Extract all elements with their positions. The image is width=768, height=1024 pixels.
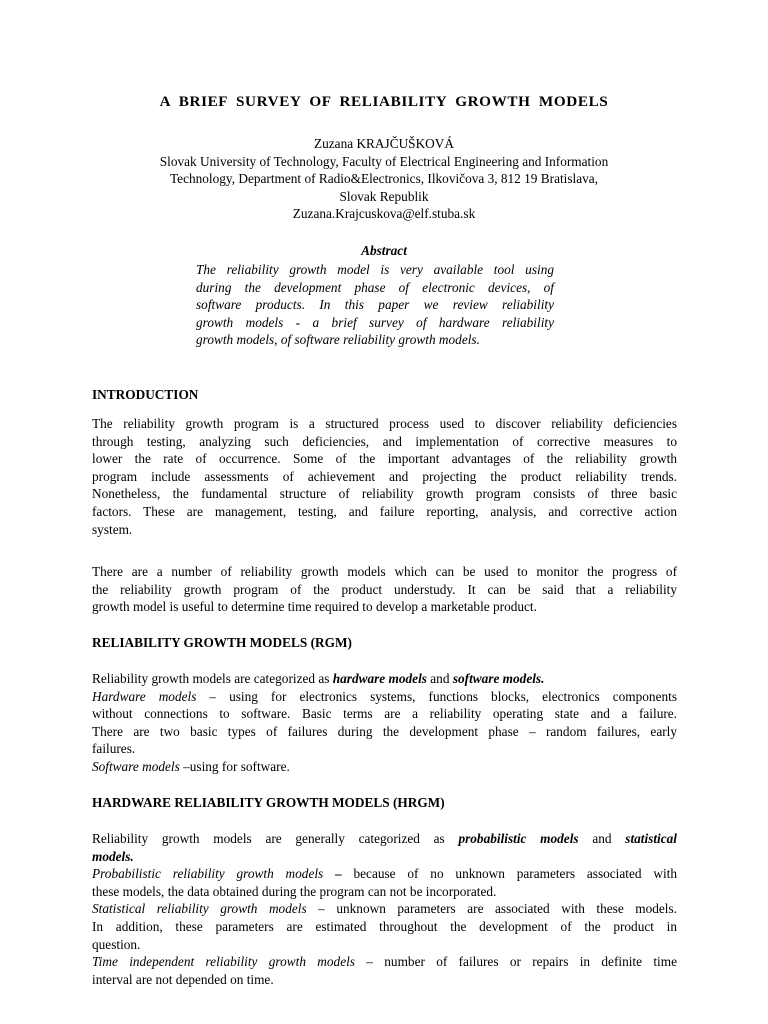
text-line: these models, the data obtained during the program can not be incorporated. — [92, 883, 497, 899]
probabilistic-label: Probabilistic reliability growth models — [92, 866, 324, 882]
models-term: models. — [92, 848, 134, 864]
hrgm-intro-text: Reliability growth models are generally categorized as — [92, 831, 459, 846]
text-line: without connections to software. Basic terms are a reliability operating state and a failure. — [92, 706, 677, 722]
text-line: failures. — [92, 741, 136, 757]
hrgm-heading: HARDWARE RELIABILITY GROWTH MODELS (HRGM) — [92, 795, 445, 810]
probabilistic-models-term: probabilistic models — [458, 831, 579, 846]
text-line: Nonetheless, the fundamental structure of reliability growth program consists of three basic — [92, 486, 677, 502]
text-line — [92, 830, 677, 848]
introduction-paragraph-2 — [92, 563, 677, 616]
paper-title: A BRIEF SURVEY OF RELIABILITY GROWTH MODELS — [159, 93, 609, 110]
software-models-term: software models. — [452, 671, 545, 686]
software-models-text: –using for software. — [179, 758, 290, 774]
abstract-line: software products. In this paper we review reliability — [196, 297, 554, 313]
text-line: In addition, these parameters are estimated throughout the development of the product in — [92, 918, 677, 934]
software-models-label: Software models — [92, 758, 180, 774]
abstract-line: The reliability growth model is very available tool using — [196, 262, 554, 277]
text-line: growth model is useful to determine time required to develop a marketable product. — [92, 599, 537, 615]
abstract-line: growth models - a brief survey of hardware reliability — [196, 314, 554, 330]
probabilistic-dash: – — [323, 866, 342, 882]
statistical-text: – unknown parameters are associated with these models. — [306, 901, 677, 917]
text-line: There are a number of reliability growth models which can be used to monitor the progress of — [92, 564, 677, 579]
text-line: through testing, analyzing such deficiencies, and implementation of corrective measures to — [92, 433, 677, 449]
statistical-term: statistical — [625, 831, 677, 846]
introduction-heading: INTRODUCTION — [92, 387, 199, 402]
text-line: factors. These are management, testing, and failure reporting, analysis, and corrective action — [92, 503, 677, 519]
conjunction-text: and — [578, 831, 626, 846]
text-line: program include assessments of achievement and projecting the product reliability trends. — [92, 468, 677, 484]
author-country: Slovak Republik — [339, 188, 429, 204]
author-affiliation-line2: Technology, Department of Radio&Electronics, Ilkovičova 3, 812 19 Bratislava, — [169, 171, 599, 187]
abstract-line: growth models, of software reliability growth models. — [196, 332, 480, 348]
text-line: the reliability growth program of the product understudy. It can be said that a reliability — [92, 581, 677, 597]
text-line: lower the rate of occurrence. Some of the important advantages of the reliability growth — [92, 451, 677, 467]
time-independent-text: – number of failures or repairs in definite time — [354, 954, 677, 970]
time-independent-label: Time independent reliability growth models — [92, 954, 355, 970]
introduction-paragraph-1 — [92, 415, 677, 538]
text-line — [92, 900, 677, 918]
hrgm-paragraph — [92, 830, 677, 988]
text-line — [92, 953, 677, 971]
abstract-body — [196, 261, 554, 349]
text-line: There are two basic types of failures during the development phase – random failures, early — [92, 723, 677, 739]
hardware-models-label: Hardware models — [92, 688, 197, 704]
author-name: Zuzana KRAJČUŠKOVÁ — [314, 136, 454, 151]
text-line: question. — [92, 936, 141, 952]
conjunction-text: and — [426, 671, 453, 686]
text-line — [92, 688, 677, 706]
abstract-line: during the development phase of electronic devices, of — [196, 279, 554, 295]
rgm-heading: RELIABILITY GROWTH MODELS (RGM) — [92, 635, 352, 650]
author-affiliation-line1: Slovak University of Technology, Faculty of Electrical Engineering and Information — [159, 153, 609, 169]
text-line — [92, 670, 677, 688]
text-line — [92, 758, 677, 776]
abstract-heading: Abstract — [361, 243, 407, 258]
statistical-label: Statistical reliability growth models — [92, 901, 307, 917]
probabilistic-text: because of no unknown parameters associated with — [341, 866, 677, 882]
author-block — [0, 135, 768, 223]
text-line: The reliability growth program is a structured process used to discover reliability deficiencies — [92, 416, 677, 431]
text-line: system. — [92, 521, 133, 537]
text-line: interval are not depended on time. — [92, 971, 274, 987]
text-line — [92, 865, 677, 883]
rgm-paragraph — [92, 670, 677, 776]
hardware-models-term: hardware models — [332, 671, 427, 686]
hardware-models-text: – using for electronics systems, functions blocks, electronics components — [196, 688, 677, 704]
author-email[interactable]: Zuzana.Krajcuskova@elf.stuba.sk — [292, 206, 476, 222]
rgm-intro-text: Reliability growth models are categorized as — [92, 671, 333, 686]
